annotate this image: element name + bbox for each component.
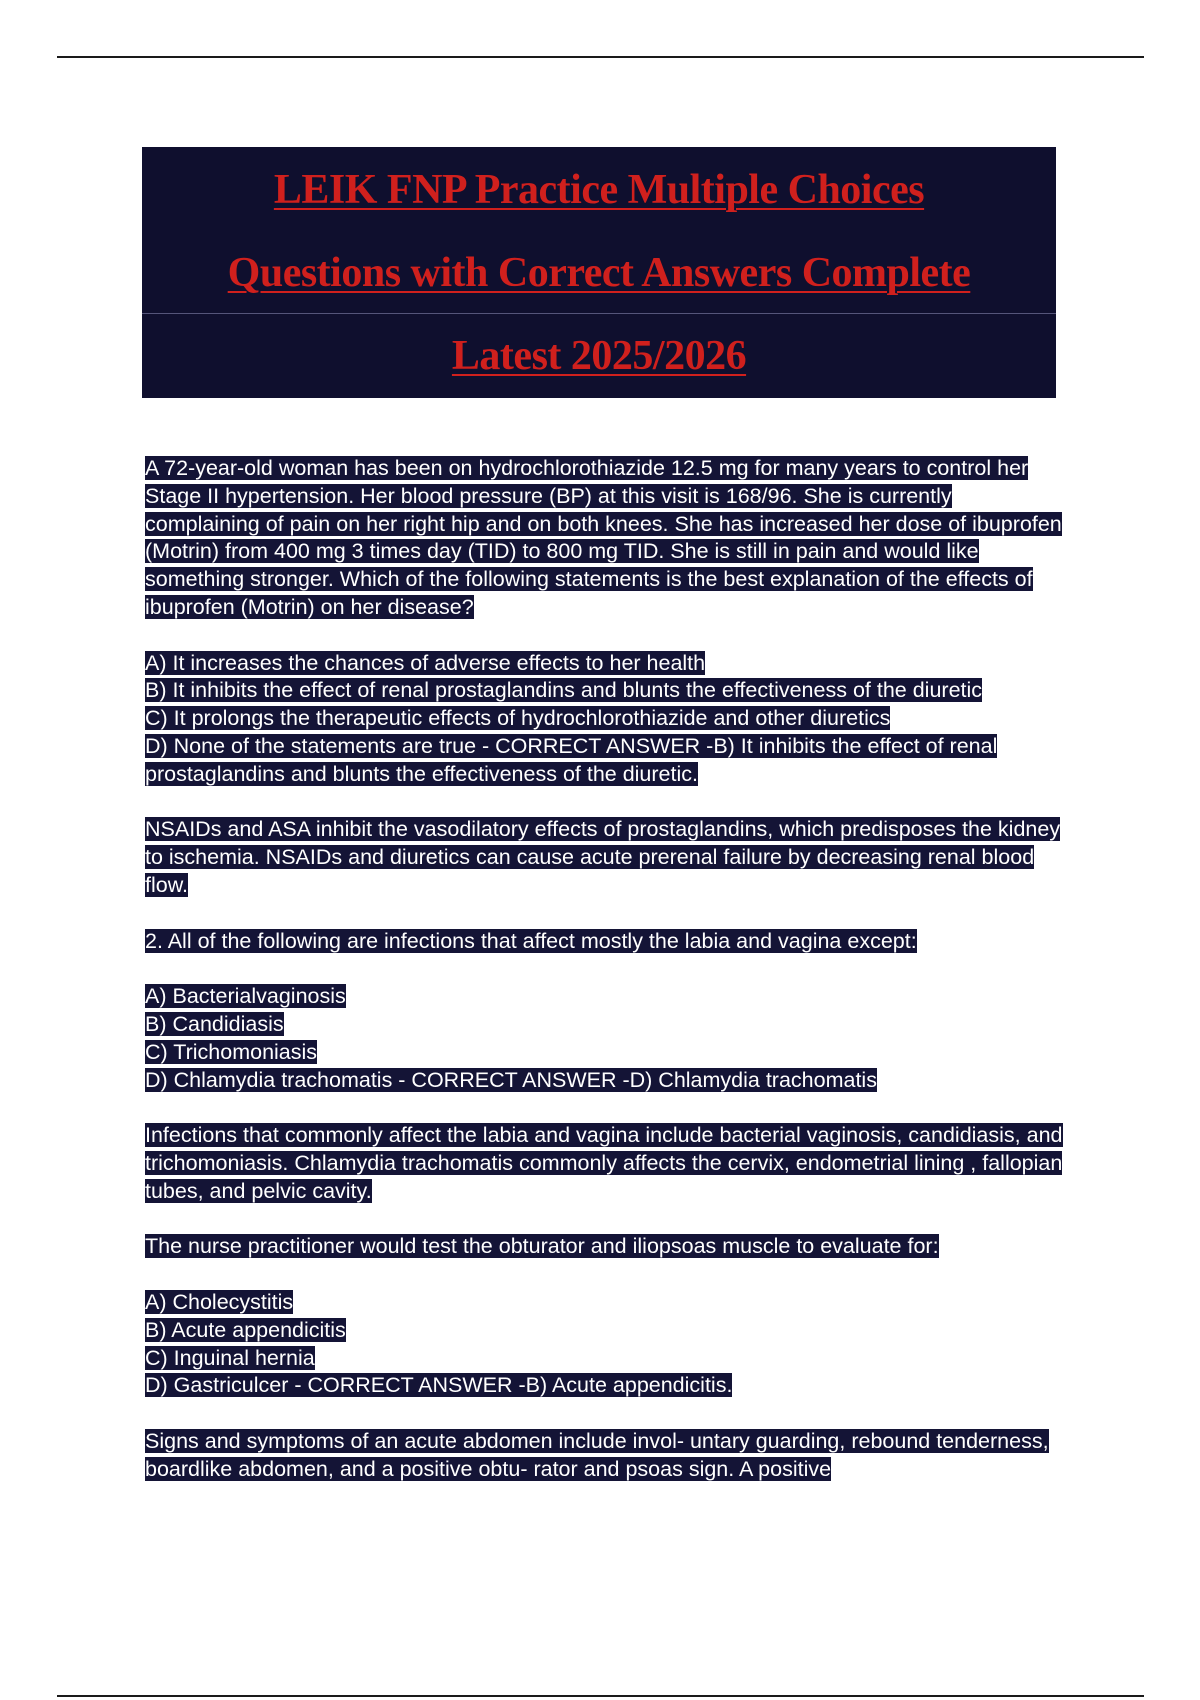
title-line-3: Latest 2025/2026	[451, 333, 747, 379]
question-3-option-d: D) Gastriculcer - CORRECT ANSWER -B) Acute appendicitis.	[145, 1373, 733, 1398]
document-body	[145, 455, 1065, 1511]
question-2-option-c: C) Trichomoniasis	[145, 1039, 318, 1064]
question-3-rationale: Signs and symptoms of an acute abdomen include invol- untary guarding, rebound tenderness, boardlike abdomen, and a positive obtu- rator and psoas sign. A positive	[145, 1428, 1049, 1481]
bottom-rule	[57, 1695, 1144, 1697]
top-rule	[57, 56, 1144, 58]
question-1-stem: A 72-year-old woman has been on hydrochlorothiazide 12.5 mg for many years to control her Stage II hypertension. Her blood pressure (BP) at this visit is 168/96. She is currently complaining of pain on her right hip and on both knees. She has increased her dose of ibuprofen (Motrin) from 400 mg 3 times day (TID) to 800 mg TID. She is still in pain and would like something stronger. Which of the following statements is the best explanation of the effects of ibuprofen (Motrin) on her disease?	[145, 456, 1062, 619]
question-1-options	[145, 650, 1065, 789]
question-2-rationale: Infections that commonly affect the labia and vagina include bacterial vaginosis, candidiasis, and trichomoniasis. Chlamydia trachomatis commonly affects the cervix, endometrial lining , fallopian tubes, and pelvic cavity.	[145, 1123, 1063, 1203]
title-line-1: LEIK FNP Practice Multiple Choices	[273, 167, 925, 213]
question-2-option-a: A) Bacterialvaginosis	[145, 984, 346, 1009]
question-2-options	[145, 983, 1065, 1094]
question-3-option-c: C) Inguinal hernia	[145, 1345, 315, 1370]
title-line-2: Questions with Correct Answers Complete	[227, 250, 971, 296]
question-3-option-a: A) Cholecystitis	[145, 1289, 294, 1314]
banner-divider	[142, 313, 1056, 314]
question-1-option-a: A) It increases the chances of adverse effects to her health	[145, 650, 706, 675]
question-2-stem: 2. All of the following are infections that affect mostly the labia and vagina except:	[145, 928, 917, 953]
question-1-rationale: NSAIDs and ASA inhibit the vasodilatory effects of prostaglandins, which predisposes the kidney to ischemia. NSAIDs and diuretics can cause acute prerenal failure by decreasing renal blood flow.	[145, 817, 1061, 897]
question-3-option-b: B) Acute appendicitis	[145, 1317, 346, 1342]
question-3-stem: The nurse practitioner would test the obturator and iliopsoas muscle to evaluate for:	[145, 1234, 939, 1259]
question-1-option-c: C) It prolongs the therapeutic effects of hydrochlorothiazide and other diuretics	[145, 706, 891, 731]
title-banner	[142, 147, 1056, 398]
question-1-option-d: D) None of the statements are true - CORRECT ANSWER -B) It inhibits the effect of renal prostaglandins and blunts the effectiveness of the diuretic.	[145, 733, 998, 786]
question-1-option-b: B) It inhibits the effect of renal prostaglandins and blunts the effectiveness of the diuretic	[145, 678, 983, 703]
question-2-option-d: D) Chlamydia trachomatis - CORRECT ANSWER -D) Chlamydia trachomatis	[145, 1067, 877, 1092]
question-3-options	[145, 1289, 1065, 1400]
question-2-option-b: B) Candidiasis	[145, 1011, 284, 1036]
